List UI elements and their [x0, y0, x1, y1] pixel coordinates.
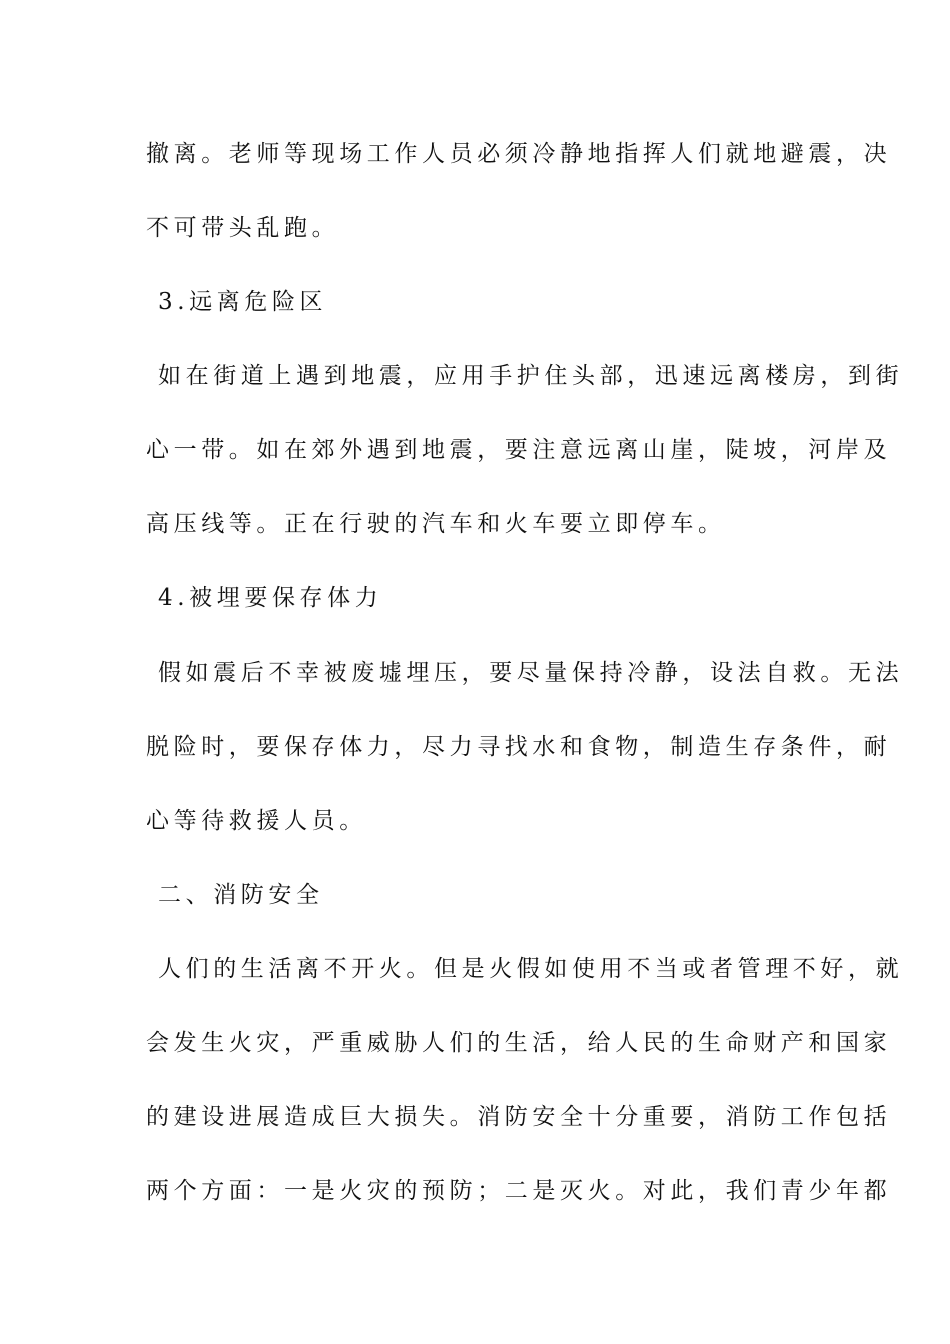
section-heading: 3.远离危险区 [158, 289, 328, 315]
paragraph-start-line: 假如震后不幸被废墟埋压，要尽量保持冷静，设法自救。无法 [158, 660, 904, 686]
body-text-line: 脱险时，要保存体力，尽力寻找水和食物，制造生存条件，耐 [146, 734, 892, 760]
body-text-line: 撤离。老师等现场工作人员必须冷静地指挥人们就地避震，决 [146, 141, 892, 167]
body-text-line: 两个方面：一是火灾的预防；二是灭火。对此，我们青少年都 [146, 1178, 892, 1204]
body-text-line: 会发生火灾，严重威胁人们的生活，给人民的生命财产和国家 [146, 1030, 892, 1056]
body-text-line: 的建设进展造成巨大损失。消防安全十分重要，消防工作包括 [146, 1104, 892, 1130]
paragraph-start-line: 人们的生活离不开火。但是火假如使用不当或者管理不好，就 [158, 956, 904, 982]
body-text-line: 不可带头乱跑。 [146, 215, 340, 241]
paragraph-start-line: 如在街道上遇到地震，应用手护住头部，迅速远离楼房，到街 [158, 363, 904, 389]
body-text-line: 心等待救援人员。 [146, 808, 367, 834]
section-heading: 4.被埋要保存体力 [158, 585, 383, 611]
body-text-line: 高压线等。正在行驶的汽车和火车要立即停车。 [146, 511, 726, 537]
chapter-heading: 二、消防安全 [158, 882, 324, 908]
body-text-line: 心一带。如在郊外遇到地震，要注意远离山崖，陡坡，河岸及 [146, 437, 892, 463]
